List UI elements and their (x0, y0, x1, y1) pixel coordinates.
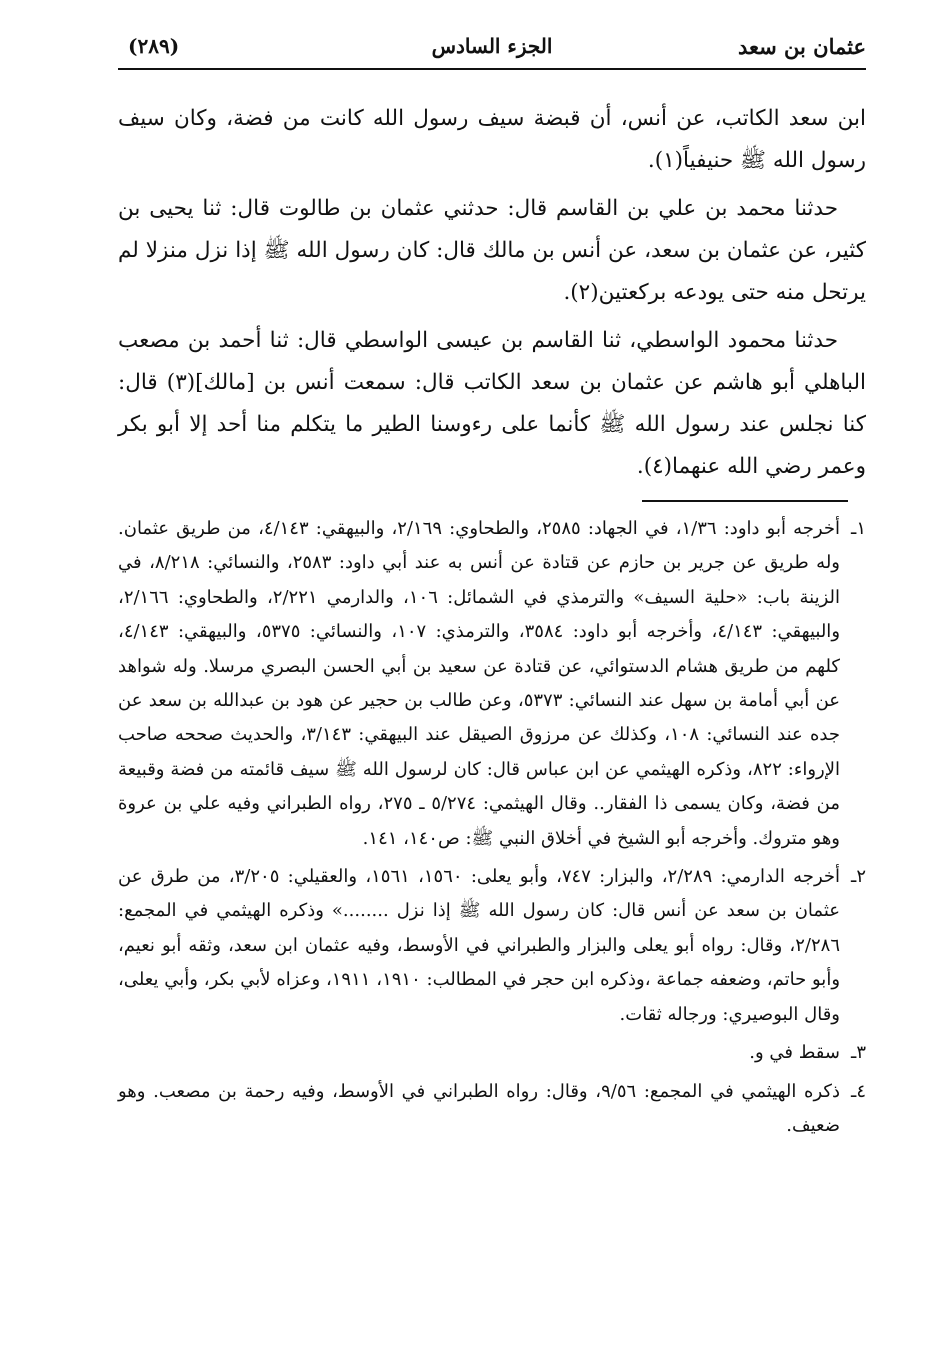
running-head-title: عثمان بن سعد (737, 34, 866, 59)
volume-label: الجزء السادس (431, 34, 553, 58)
footnotes (118, 512, 866, 1147)
page-number: (٢٨٩) (128, 34, 180, 58)
header-rule (118, 68, 866, 70)
paragraph-1: ابن سعد الكاتب، عن أنس، أن قبضة سيف رسول الله كانت من فضة، وكان سيف رسول الله ﷺ حنيفياً(١). (118, 106, 866, 173)
main-text (118, 98, 866, 494)
footnote-2 (118, 860, 866, 1032)
page-header (118, 30, 866, 66)
footnote-text: ذكره الهيثمي في المجمع: ٩/٥٦، وقال: رواه الطبراني في الأوسط، وفيه رحمة بن مصعب. وهو ضعيف. (118, 1080, 840, 1136)
paragraph-2: حدثنا محمد بن علي بن القاسم قال: حدثني عثمان بن طالوت قال: ثنا يحيى بن كثير، عن عثمان بن سعد، عن أنس بن مالك قال: كان رسول الله ﷺ إذا نزل منزلا لم يرتحل منه حتى يودعه بركعتين(٢). (118, 196, 866, 305)
footnote-4 (118, 1075, 866, 1144)
footnote-number: ٢ـ (851, 866, 866, 888)
footnote-number: ٣ـ (851, 1042, 866, 1064)
paragraph-3: حدثنا محمود الواسطي، ثنا القاسم بن عيسى الواسطي قال: ثنا أحمد بن مصعب الباهلي أبو هاشم عن عثمان بن سعد الكاتب قال: سمعت أنس بن [مالك](٣) قال: كنا نجلس عند رسول الله ﷺ كأنما على رءوسنا الطير ما يتكلم منا أحد إلا أبو بكر وعمر رضي الله عنهما(٤). (118, 328, 866, 479)
footnote-text: أخرجه أبو داود: ١/٣٦، في الجهاد: ٢٥٨٥، والطحاوي: ٢/١٦٩، والبيهقي: ٤/١٤٣، من طريق عثمان. وله طريق عن جرير بن حازم عن قتادة عن أنس به عند أبي داود: ٢٥٨٣، والنسائي: ٨/٢١٨، في الزينة باب: «حلية السيف» والترمذي في الشمائل: ١٠٦، والدارمي ٢/٢٢١، والطحاوي: ٢/١٦٦، والبيهقي: ٤/١٤٣، وأخرجه أبو داود: ٣٥٨٤، والترمذي: ١٠٧، والنسائي: ٥٣٧٥، والبيهقي: ٤/١٤٣، كلهم من طريق هشام الدستوائي، عن قتادة عن سعيد بن أبي الحسن البصري مرسلا. وله شواهد عن أبي أمامة بن سهل عند النسائي: ٥٣٧٣، وعن طالب بن حجير عن هود بن عبدالله بن سعد عن جده عند النسائي: ١٠٨، وكذلك عن مرزوق الصيقل عند البيهقي: ٣/١٤٣، والحديث صححه صاحب الإرواء: ٨٢٢، وذكره الهيثمي عن ابن عباس قال: كان لرسول الله ﷺ سيف قائمته من فضة وقبيعة من فضة، وكان يسمى ذا الفقار.. وقال الهيثمي: ٥/٢٧٤ ـ ٢٧٥، رواه الطبراني وفيه علي بن عروة وهو متروك. وأخرجه أبو الشيخ في أخلاق النبي ﷺ: ص١٤٠، ١٤١. (118, 518, 841, 849)
footnote-text: سقط في و. (749, 1042, 840, 1064)
footnote-text: أخرجه الدارمي: ٢/٢٨٩، والبزار: ٧٤٧، وأبو يعلى: ١٥٦٠، ١٥٦١، والعقيلي: ٣/٢٠٥، من طرق عن عثمان بن سعد عن أنس قال: كان رسول الله ﷺ إذا نزل ........» وذكره الهيثمي في المجمع: ٢/٢٨٦، وقال: رواه أبو يعلى والبزار والطبراني في الأوسط، وفيه عثمان ابن سعد، وثقه أبو نعيم، وأبو حاتم، وضعفه جماعة ،وذكره ابن حجر في المطالب: ١٩١٠، ١٩١١، وعزاه لأبي بكر، وأبي يعلى، وقال البوصيري: ورجاله ثقات. (118, 866, 841, 1025)
footnote-1 (118, 512, 866, 856)
footnote-separator (642, 500, 848, 502)
footnote-number: ١ـ (851, 518, 866, 539)
footnote-3 (118, 1036, 866, 1070)
footnote-number: ٤ـ (851, 1080, 866, 1102)
